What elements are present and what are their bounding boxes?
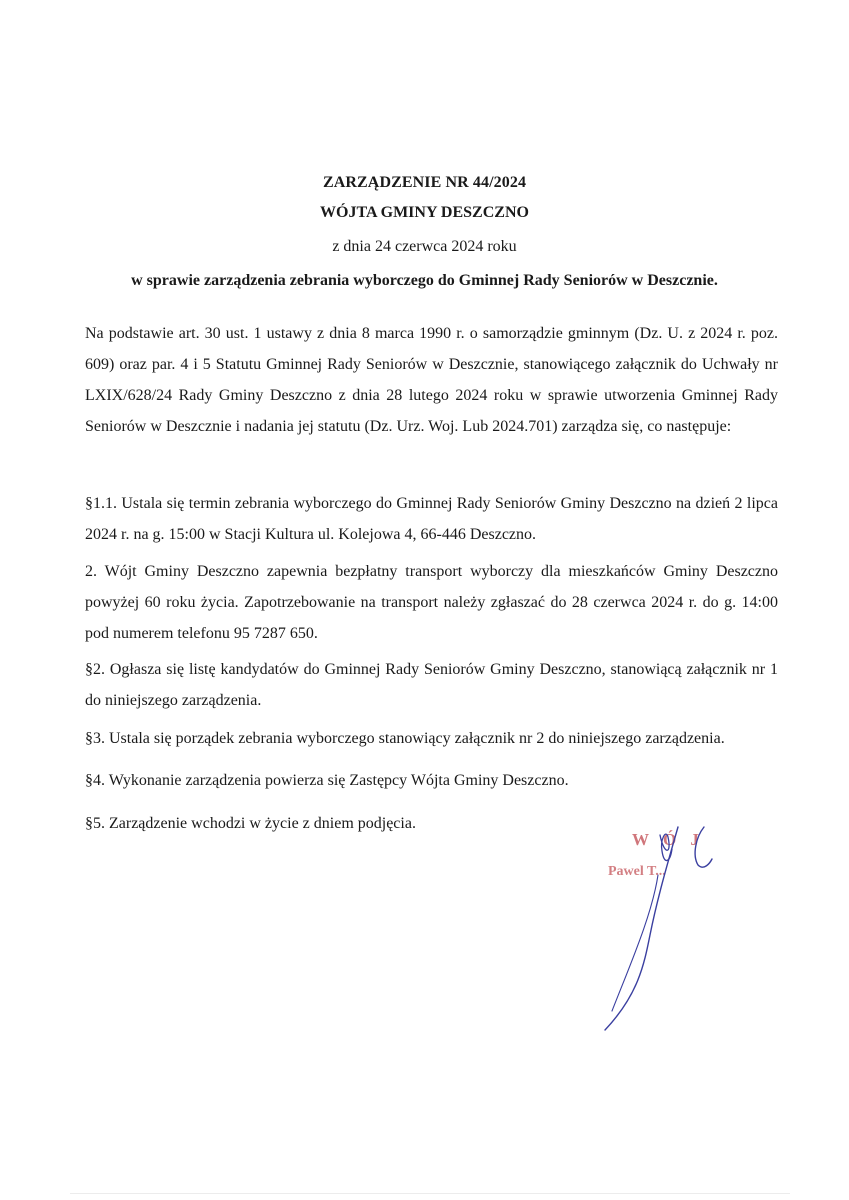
section-3-paragraph: §3. Ustala się porządek zebrania wyborczego stanowiący załącznik nr 2 do niniejszego zarządzenia. — [85, 730, 725, 747]
page-bottom-edge — [70, 1193, 790, 1194]
section-2-paragraph: §2. Ogłasza się listę kandydatów do Gminnej Rady Seniorów Gminy Deszczno, stanowiącą załącznik nr 1 do niniejszego zarządzenia. — [85, 661, 778, 709]
section-1-2-paragraph: 2. Wójt Gminy Deszczno zapewnia bezpłatny transport wyborczy dla mieszkańców Gminy Deszczno powyżej 60 roku życia. Zapotrzebowanie na transport należy zgłaszać do 28 czerwca 2024 r. do g. 14:00 pod numerem telefonu 95 7287 650. — [85, 563, 778, 642]
section-4-paragraph: §4. Wykonanie zarządzenia powierza się Zastępcy Wójta Gminy Deszczno. — [85, 772, 569, 789]
section-5-paragraph: §5. Zarządzenie wchodzi w życie z dniem podjęcia. — [85, 815, 416, 832]
document-date: z dnia 24 czerwca 2024 roku — [332, 238, 517, 255]
document-authority: WÓJTA GMINY DESZCZNO — [320, 204, 529, 221]
document-subject: w sprawie zarządzenia zebrania wyborczego do Gminnej Rady Seniorów w Deszcznie. — [131, 272, 718, 289]
signature-stroke-long — [612, 875, 658, 1011]
stamp-line-2: Pawel T... — [608, 864, 666, 879]
legal-basis-paragraph: Na podstawie art. 30 ust. 1 ustawy z dnia 8 marca 1990 r. o samorządzie gminnym (Dz. U. z 2024 r. poz. 609) oraz par. 4 i 5 Statutu Gminnej Rady Seniorów w Deszcznie, stanowiącego załącznik do Uchwały nr LXIX/628/24 Rady Gminy Deszczno z dnia 28 lutego 2024 roku w sprawie utworzenia Gminnej Rady Seniorów w Deszcznie i nadania jej statutu (Dz. Urz. Woj. Lub 2024.701) zarządza się, co następuje: — [85, 325, 778, 435]
official-stamp-and-signature — [600, 815, 760, 1035]
document-title: ZARZĄDZENIE NR 44/2024 — [322, 174, 527, 191]
section-1-1-paragraph: §1.1. Ustala się termin zebrania wyborczego do Gminnej Rady Seniorów Gminy Deszczno na dzień 2 lipca 2024 r. na g. 15:00 w Stacji Kultura ul. Kolejowa 4, 66-446 Deszczno. — [85, 495, 778, 543]
stamp-line-1: W Ó J — [632, 830, 704, 849]
